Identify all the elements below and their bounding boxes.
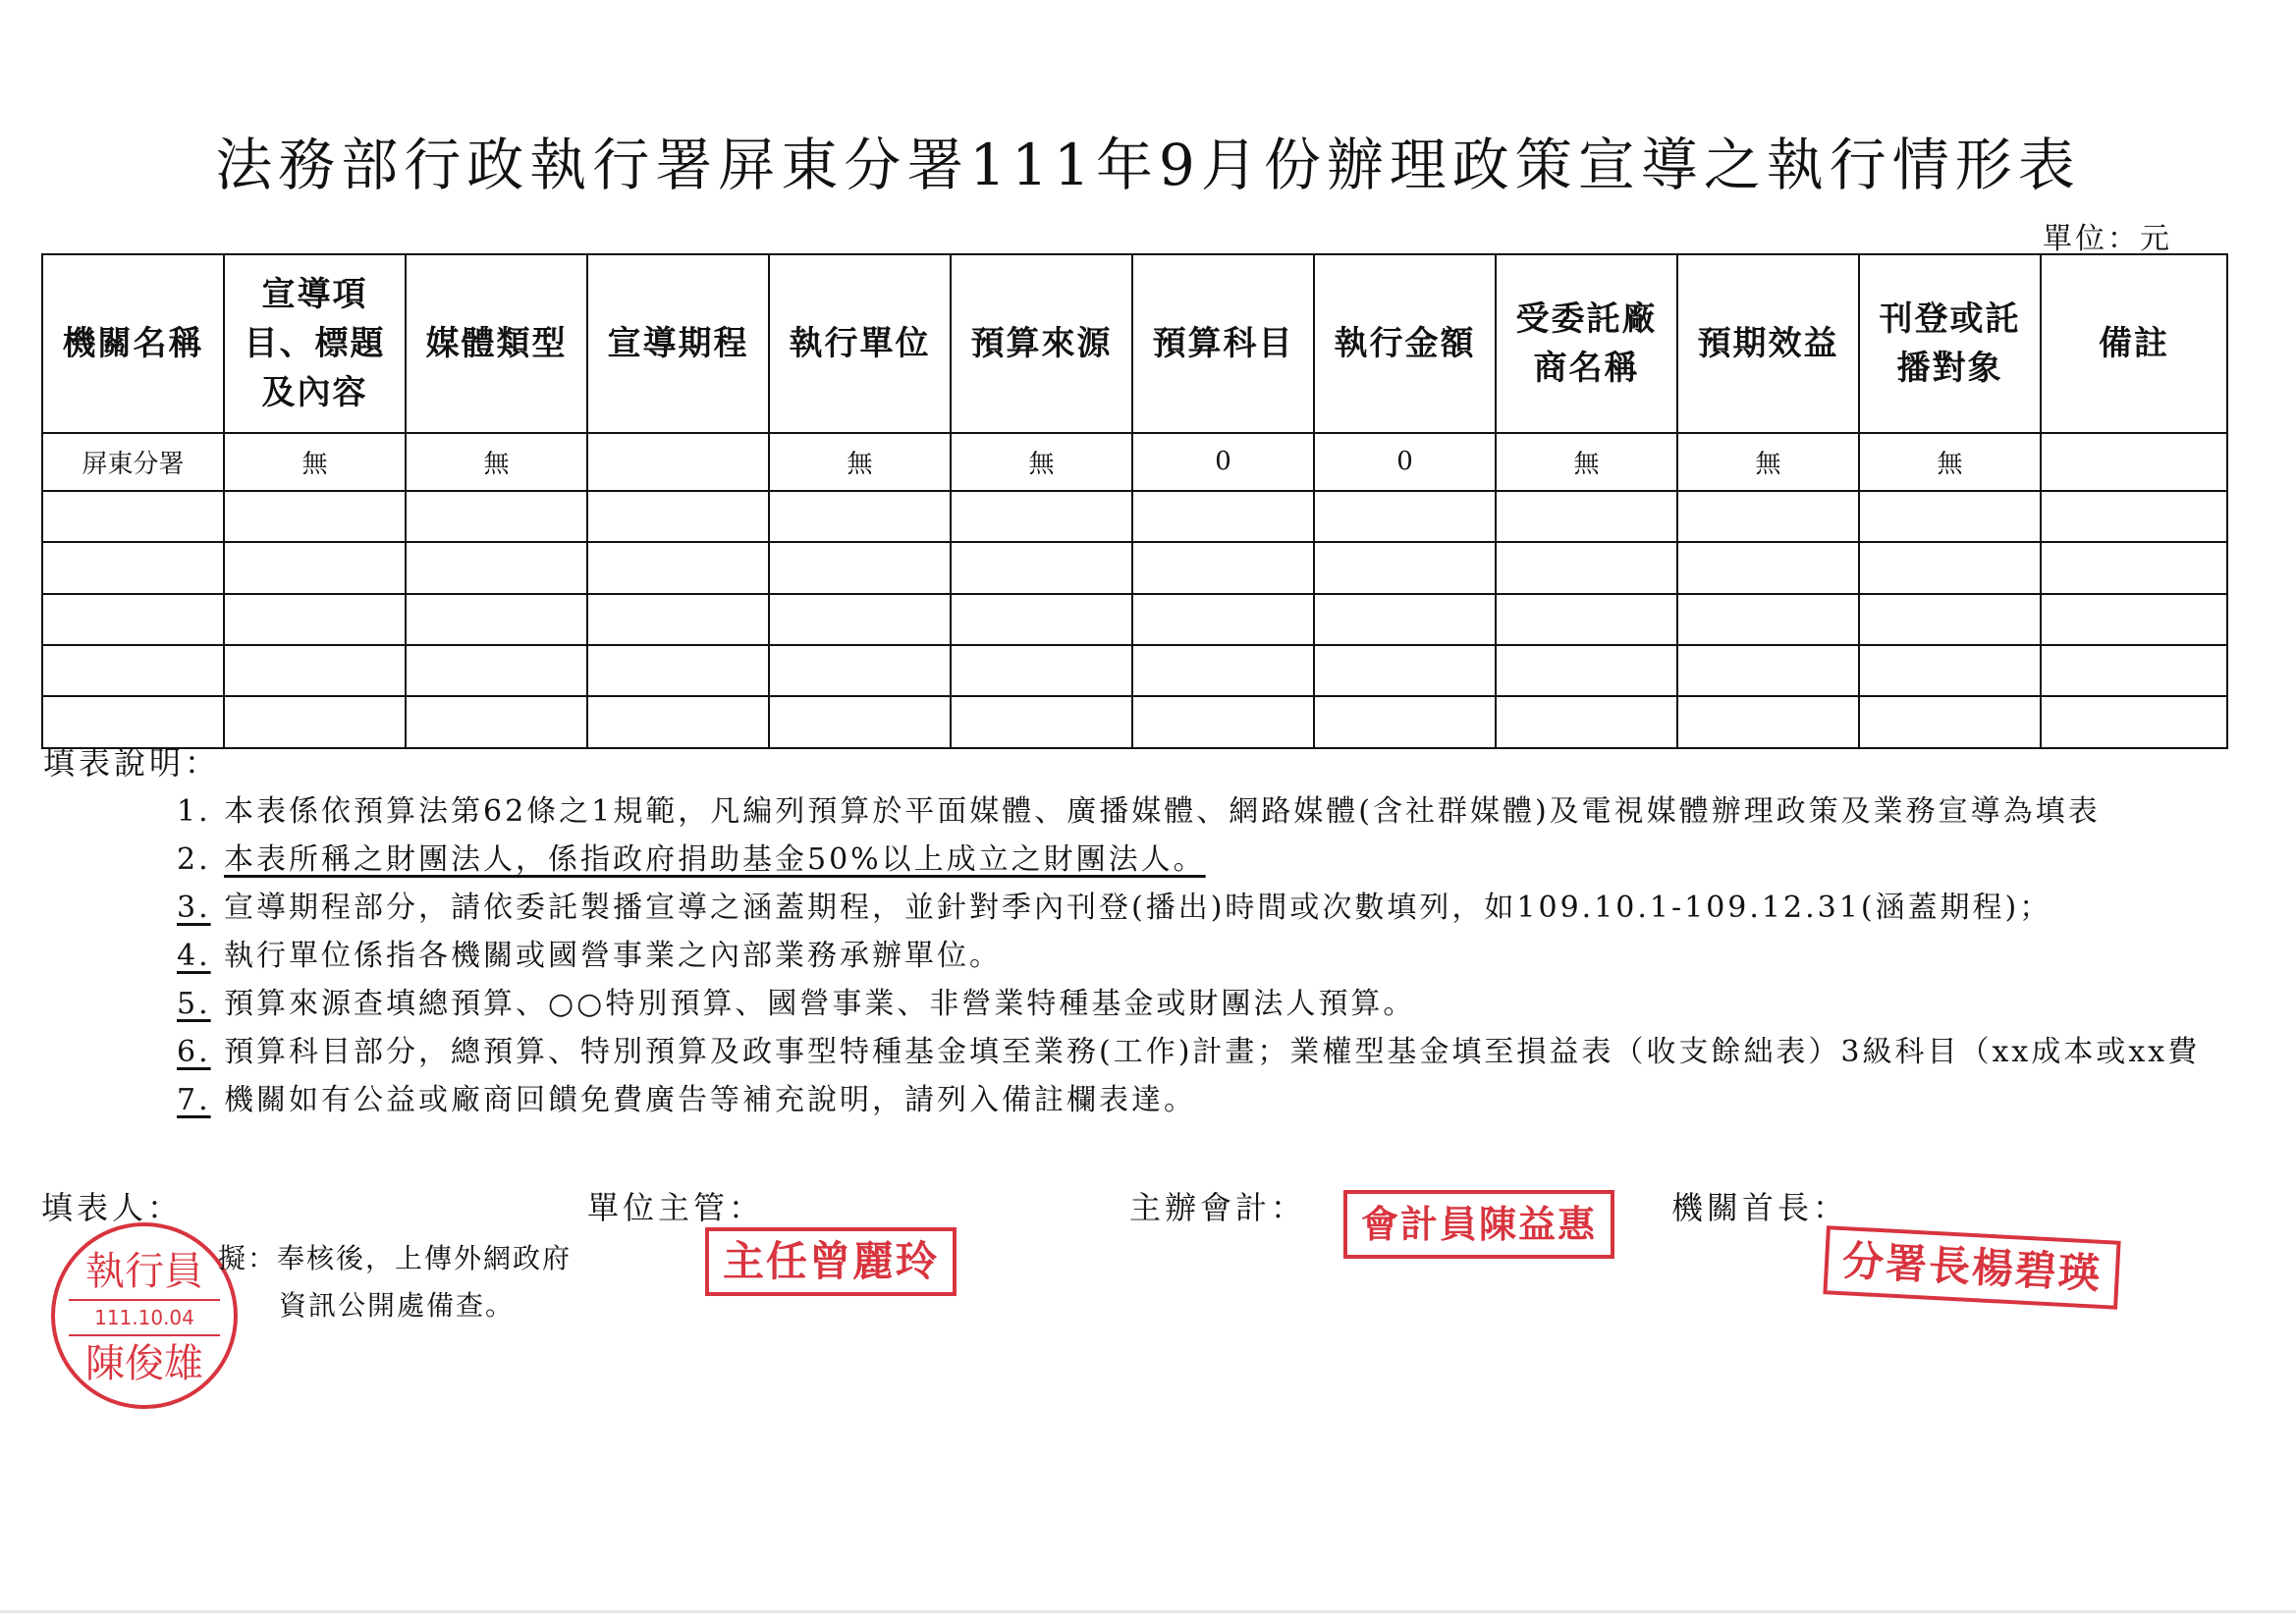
remark-line: 資訊公開處備查。 [279, 1289, 516, 1322]
note-item [177, 836, 2239, 884]
table-cell [587, 696, 769, 748]
header-cell: 預算來源 [951, 254, 1132, 433]
table-cell [1496, 696, 1677, 748]
table-cell [42, 491, 224, 542]
table-cell [224, 542, 406, 593]
header-cell: 預算科目 [1132, 254, 1314, 433]
table-cell: 無 [1677, 433, 1859, 491]
head-stamp: 分署長楊碧瑛 [1823, 1225, 2120, 1310]
table-cell [1859, 491, 2041, 542]
note-item [177, 884, 2239, 932]
table-cell: 無 [1496, 433, 1677, 491]
table-cell [1132, 491, 1314, 542]
note-text: 執行單位係指各機關或國營事業之內部業務承辦單位。 [224, 939, 1002, 973]
table-cell [1859, 594, 2041, 645]
note-number: 7. [177, 1083, 211, 1117]
note-number: 3. [177, 891, 211, 925]
header-cell: 備註 [2041, 254, 2227, 433]
header-cell: 媒體類型 [406, 254, 587, 433]
table-cell [1314, 696, 1496, 748]
header-cell: 刊登或託播對象 [1859, 254, 2041, 433]
table-cell [2041, 696, 2227, 748]
table-cell [2041, 645, 2227, 696]
table-cell [42, 542, 224, 593]
header-cell: 機關名稱 [42, 254, 224, 433]
note-item [177, 932, 2239, 980]
table-cell [1677, 696, 1859, 748]
header-cell: 執行金額 [1314, 254, 1496, 433]
table-cell [1314, 645, 1496, 696]
table-cell: 無 [769, 433, 951, 491]
note-text: 本表所稱之財團法人，係指政府捐助基金50%以上成立之財團法人。 [224, 842, 1206, 877]
table-cell: 無 [951, 433, 1132, 491]
notes-title: 填表說明： [43, 744, 221, 782]
note-text: 本表係依預算法第62條之1規範，凡編列預算於平面媒體、廣播媒體、網路媒體(含社群媒體)及電視媒體辦理政策及業務宣導為填表 [224, 794, 2101, 829]
table-cell: 無 [1859, 433, 2041, 491]
header-cell: 預期效益 [1677, 254, 1859, 433]
accountant-stamp: 會計員陳益惠 [1343, 1190, 1614, 1259]
table-cell [1859, 645, 2041, 696]
table-cell [951, 542, 1132, 593]
table-row [42, 645, 2227, 696]
note-number: 4. [177, 939, 211, 973]
header-cell: 宣導期程 [587, 254, 769, 433]
table-cell [1496, 491, 1677, 542]
table-cell [1132, 594, 1314, 645]
table-cell [1496, 542, 1677, 593]
table-cell [1314, 491, 1496, 542]
table-cell [1859, 696, 2041, 748]
remark-note [218, 1235, 572, 1329]
table-cell [224, 696, 406, 748]
table-cell [1677, 594, 1859, 645]
table-cell [1859, 542, 2041, 593]
table-cell [2041, 542, 2227, 593]
table-cell [951, 645, 1132, 696]
table-header-row [42, 254, 2227, 433]
header-cell: 宣導項目、標題及內容 [224, 254, 406, 433]
table-cell [2041, 433, 2227, 491]
filler-stamp-date: 111.10.04 [69, 1299, 220, 1336]
table-cell [951, 594, 1132, 645]
note-item [177, 1076, 2239, 1124]
table-cell [1132, 542, 1314, 593]
table-cell [587, 645, 769, 696]
table-cell [406, 594, 587, 645]
table-cell [2041, 594, 2227, 645]
table-cell [769, 542, 951, 593]
table-cell [587, 542, 769, 593]
accountant-label: 主辦會計： [1129, 1189, 1307, 1226]
table-cell [406, 491, 587, 542]
filler-stamp-title: 執行員 [85, 1249, 203, 1294]
table-cell: 無 [224, 433, 406, 491]
table-cell [1496, 645, 1677, 696]
note-text: 宣導期程部分，請依委託製播宣導之涵蓋期程，並針對季內刊登(播出)時間或次數填列，如109.10.1-109.12.31(涵蓋期程)； [224, 891, 2052, 925]
note-text: 預算科目部分，總預算、特別預算及政事型特種基金填至業務(工作)計畫；業權型基金填至損益表（收支餘絀表）3級科目（xx成本或xx費 [224, 1035, 2201, 1069]
table-cell [951, 696, 1132, 748]
table-cell [224, 594, 406, 645]
table-cell [769, 594, 951, 645]
note-number: 6. [177, 1035, 211, 1069]
table-row [42, 491, 2227, 542]
table-row [42, 542, 2227, 593]
table-cell [587, 433, 769, 491]
unit-label: 單位：元 [2043, 222, 2172, 256]
table-cell [587, 491, 769, 542]
table-cell [406, 645, 587, 696]
remark-line: 擬：奉核後，上傳外網政府 [218, 1242, 573, 1274]
filler-label: 填表人： [41, 1189, 184, 1226]
table-cell [951, 491, 1132, 542]
execution-table [41, 253, 2228, 749]
note-item [177, 1028, 2239, 1076]
note-number: 2. [177, 842, 211, 877]
filler-stamp-name: 陳俊雄 [85, 1341, 203, 1386]
table-cell [1314, 542, 1496, 593]
table-cell: 無 [406, 433, 587, 491]
notes-list [177, 787, 2239, 1124]
note-text: 機關如有公益或廠商回饋免費廣告等補充說明，請列入備註欄表達。 [224, 1083, 1196, 1117]
table-cell: 0 [1132, 433, 1314, 491]
supervisor-label: 單位主管： [587, 1189, 765, 1226]
header-cell: 受委託廠商名稱 [1496, 254, 1677, 433]
table-cell [1677, 645, 1859, 696]
table-cell [1496, 594, 1677, 645]
table-cell [1677, 491, 1859, 542]
table-cell [1314, 594, 1496, 645]
supervisor-stamp: 主任曾麗玲 [705, 1227, 957, 1296]
table-cell [42, 594, 224, 645]
table-cell [406, 696, 587, 748]
table-row [42, 594, 2227, 645]
table-cell: 屏東分署 [42, 433, 224, 491]
table-cell [1132, 645, 1314, 696]
table-cell [42, 645, 224, 696]
filler-stamp [51, 1222, 238, 1409]
note-item [177, 787, 2239, 836]
table-cell: 0 [1314, 433, 1496, 491]
table-row [42, 433, 2227, 491]
table-cell [224, 645, 406, 696]
page-title: 法務部行政執行署屏東分署111年9月份辦理政策宣導之執行情形表 [215, 132, 2081, 198]
note-number: 1. [177, 794, 211, 829]
table-cell [769, 696, 951, 748]
table-row [42, 696, 2227, 748]
head-label: 機關首長： [1671, 1189, 1849, 1226]
note-number: 5. [177, 987, 211, 1021]
scan-edge-divider [0, 1610, 2296, 1613]
table-cell [1132, 696, 1314, 748]
header-cell: 執行單位 [769, 254, 951, 433]
table-cell [769, 491, 951, 542]
table-cell [1677, 542, 1859, 593]
table-cell [224, 491, 406, 542]
table-cell [769, 645, 951, 696]
note-text: 預算來源查填總預算、○○特別預算、國營事業、非營業特種基金或財團法人預算。 [224, 987, 1416, 1021]
note-item [177, 980, 2239, 1028]
table-cell [2041, 491, 2227, 542]
table-cell [406, 542, 587, 593]
table-cell [587, 594, 769, 645]
